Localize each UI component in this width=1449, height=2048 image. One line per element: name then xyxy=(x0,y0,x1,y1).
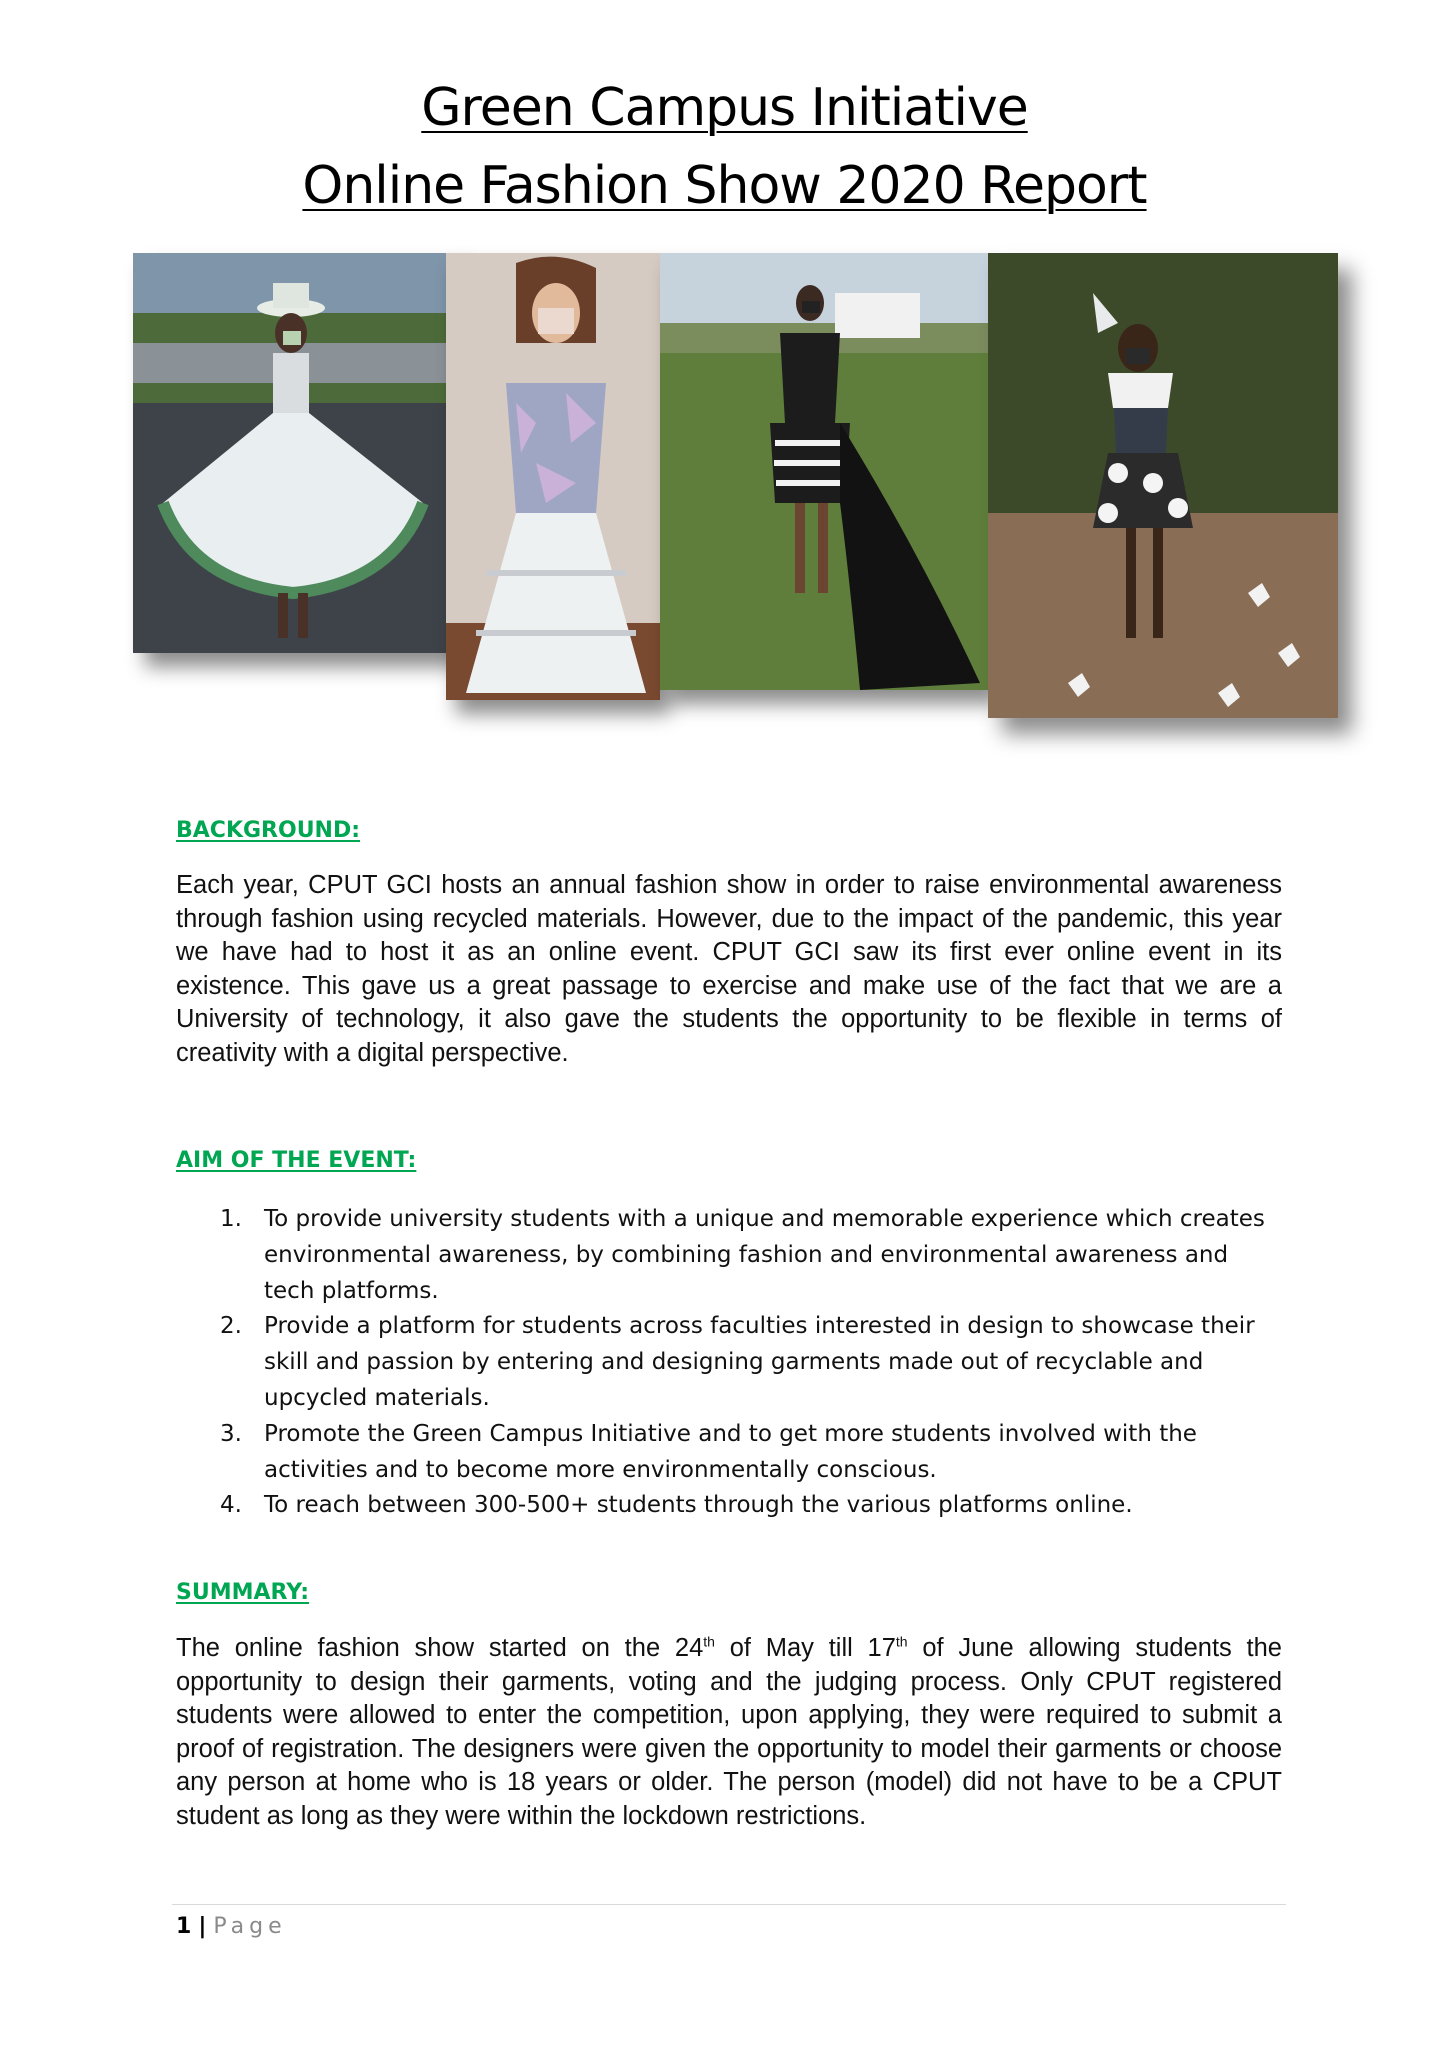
aim-item-number: 3. xyxy=(220,1420,242,1447)
aim-item xyxy=(176,1488,1276,1524)
aim-item-text: Promote the Green Campus Initiative and to get more students involved with the activities and to become more environmentally conscious. xyxy=(264,1420,1197,1483)
footer-divider xyxy=(172,1904,1286,1905)
summary-text-3: of June allowing students the opportunity to design their garments, voting and the judging process. Only CPUT registered students were allowed to enter the competition, upon applying, they were required to submit a proof of registration. The designers were given the opportunity to model their garments or choose any person at home who is 18 years or older. The person (model) did not have to be a CPUT student as long as they were within the lockdown restrictions. xyxy=(176,1634,1282,1830)
report-title-line2: Online Fashion Show 2020 Report xyxy=(302,156,1147,216)
aim-item-text: To reach between 300-500+ students through the various platforms online. xyxy=(264,1492,1133,1519)
background-paragraph: Each year, CPUT GCI hosts an annual fashion show in order to raise environmental awareness through fashion using recycled materials. However, due to the impact of the pandemic, this year we have had to host it as an online event. CPUT GCI saw its first ever online event in its existence. This gave us a great passage to exercise and make use of the fact that we are a University of technology, it also gave the students the opportunity to be flexible in terms of creativity with a digital perspective. xyxy=(176,871,1282,1067)
summary-text-1: The online fashion show started on the 24 xyxy=(176,1634,704,1662)
fashion-photo-3 xyxy=(660,253,988,690)
fashion-photo-4 xyxy=(988,253,1338,718)
aim-list xyxy=(176,1202,1276,1524)
aim-item xyxy=(176,1309,1276,1416)
fashion-photo-2 xyxy=(446,253,660,700)
background-heading: BACKGROUND: xyxy=(176,818,361,843)
aim-item-text: To provide university students with a unique and memorable experience which creates environmental awareness, by combining fashion and environmental awareness and tech platforms. xyxy=(264,1206,1265,1304)
aim-item-number: 1. xyxy=(220,1206,242,1232)
aim-heading: AIM OF THE EVENT: xyxy=(176,1148,417,1173)
report-title-line1: Green Campus Initiative xyxy=(421,78,1028,138)
page-number: 1 xyxy=(176,1914,192,1939)
fashion-photo-2-image xyxy=(446,253,660,700)
fashion-photo-4-image xyxy=(988,253,1338,718)
summary-heading: SUMMARY: xyxy=(176,1580,310,1605)
fashion-photo-1-image xyxy=(133,253,455,653)
aim-item-text: Provide a platform for students across faculties interested in design to showcase their skill and passion by entering and designing garments made out of recyclable and upcycled materials. xyxy=(264,1313,1255,1411)
footer-separator: | xyxy=(198,1914,207,1939)
aim-item-number: 2. xyxy=(220,1313,242,1340)
page-footer xyxy=(176,1914,287,1939)
summary-paragraph xyxy=(176,1632,1282,1833)
summary-sup-1: th xyxy=(703,1633,715,1650)
page-label: Page xyxy=(213,1914,287,1939)
fashion-photo-1 xyxy=(133,253,455,653)
aim-item-number: 4. xyxy=(220,1492,242,1519)
aim-item xyxy=(176,1202,1276,1309)
aim-item xyxy=(176,1417,1276,1489)
summary-sup-2: th xyxy=(895,1633,908,1650)
fashion-photo-3-image xyxy=(660,253,988,690)
summary-text-2: of May till 17 xyxy=(714,1634,896,1662)
